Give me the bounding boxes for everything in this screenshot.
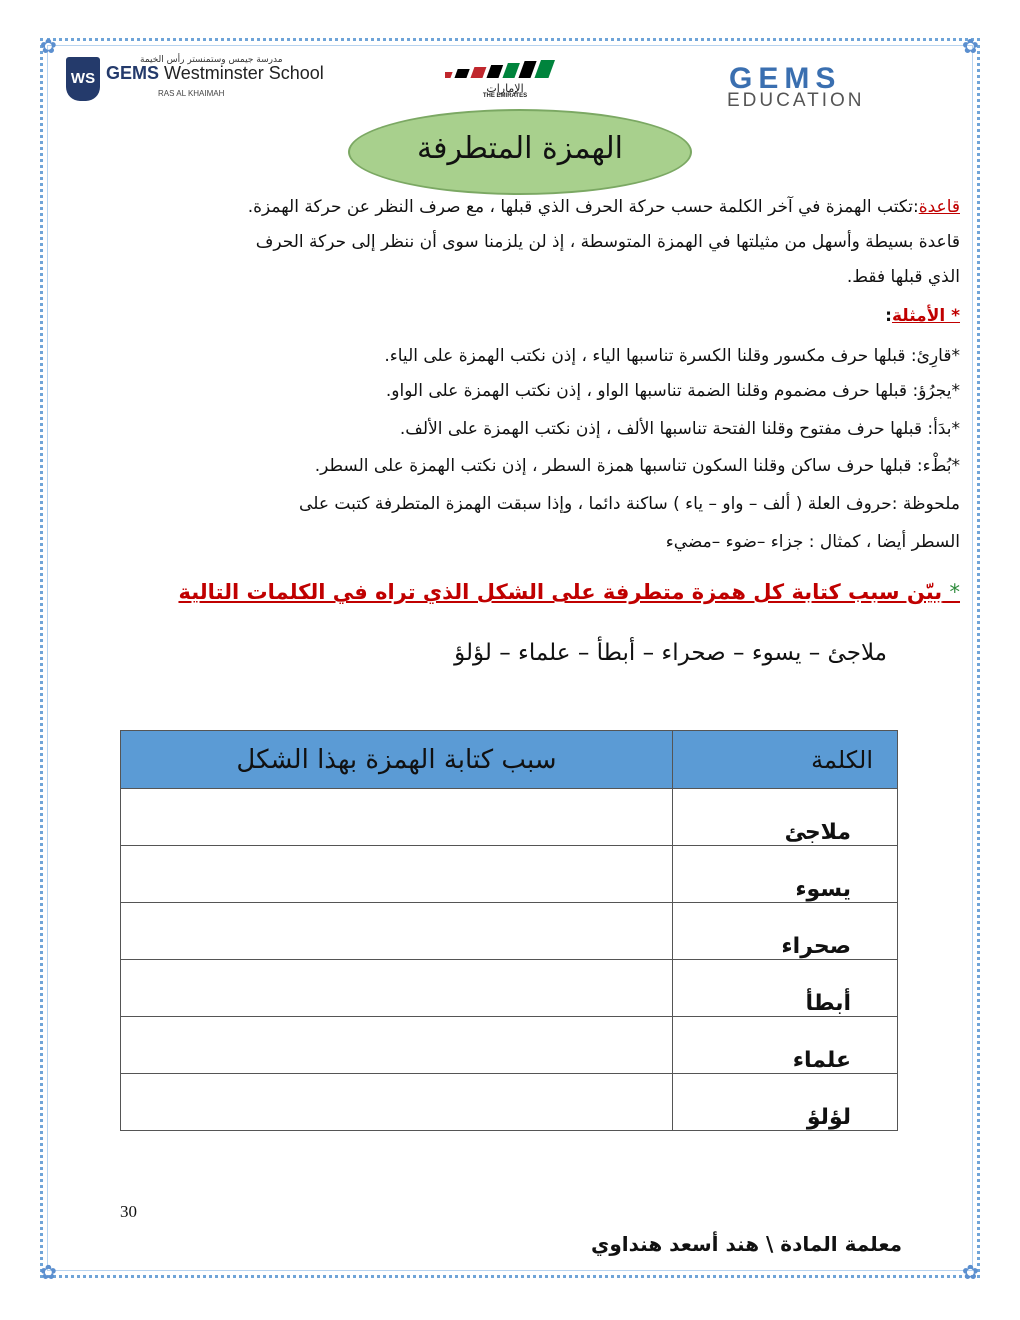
examples-label: * الأمثلة [891, 306, 960, 326]
school-name-text: Westminster School [164, 63, 324, 83]
instruction-text: بيّن سبب كتابة كل همزة متطرفة على الشكل الذي تراه في الكلمات التالية [178, 580, 943, 604]
cell-word: لؤلؤ [673, 1074, 898, 1131]
cell-reason-answer[interactable] [121, 1074, 673, 1131]
school-name-prefix: GEMS [106, 63, 160, 83]
example-item: *بُطْء: قبلها حرف ساكن وقلنا السكون تناسبها همزة السطر ، إذن نكتب الهمزة على السطر. [314, 456, 960, 476]
the-emirates-logo [445, 60, 575, 100]
example-item: *يجرُؤ: قبلها حرف مضموم وقلنا الضمة تناسبها الواو ، إذن نكتب الهمزة على الواو. [385, 381, 960, 401]
table-row [121, 846, 898, 903]
exercise-table [120, 730, 898, 1131]
border-corner-icon: ✿ [40, 1260, 57, 1284]
cell-reason-answer[interactable] [121, 1017, 673, 1074]
rule-line-1 [248, 196, 960, 218]
cell-reason-answer[interactable] [121, 960, 673, 1017]
table-header-row [121, 731, 898, 789]
border-corner-icon: ✿ [962, 1260, 979, 1284]
cell-reason-answer[interactable] [121, 903, 673, 960]
school-name [106, 63, 324, 84]
examples-colon: : [885, 306, 892, 326]
gems-education-logo [725, 62, 960, 110]
title-ellipse [348, 109, 692, 195]
emirates-arabic: الإمارات [486, 82, 524, 95]
school-city: RAS AL KHAIMAH [158, 89, 225, 98]
page-title: الهمزة المتطرفة [417, 131, 623, 166]
rule-line-3: الذي قبلها فقط. [846, 267, 960, 287]
rule-line-2: قاعدة بسيطة وأسهل من مثيلتها في الهمزة المتوسطة ، إذ لن يلزمنا سوى أن ننظر إلى حركة الحرف [255, 232, 960, 252]
cell-word: صحراء [673, 903, 898, 960]
table-row [121, 789, 898, 846]
teacher-name: معلمة المادة \ هند أسعد هنداوي [591, 1232, 902, 1256]
exercise-instruction [178, 580, 960, 604]
ws-badge-icon: WS [66, 57, 100, 101]
education-word: EDUCATION [727, 90, 865, 111]
note-line-1: ملحوظة :حروف العلة ( ألف – واو – ياء ) ساكنة دائما ، وإذا سبقت الهمزة المتطرفة كتبت على [299, 494, 960, 514]
example-item: *بدَأ: قبلها حرف مفتوح وقلنا الفتحة تناسبها الألف ، إذن نكتب الهمزة على الألف. [399, 419, 960, 439]
cell-word: علماء [673, 1017, 898, 1074]
rule-label: قاعدة [918, 197, 960, 217]
cell-reason-answer[interactable] [121, 789, 673, 846]
gems-blocks-text: GEMS [729, 62, 842, 95]
table-row [121, 1074, 898, 1131]
gems-westminster-logo [66, 55, 326, 105]
example-item: *قارِئ: قبلها حرف مكسور وقلنا الكسرة تناسبها الياء ، إذن نكتب الهمزة على الياء. [384, 346, 960, 366]
cell-word: يسوء [673, 846, 898, 903]
header-word: الكلمة [673, 731, 898, 789]
instruction-star: * [949, 580, 960, 604]
word-list: ملاجئ – يسوء – صحراء – أبطأ – علماء – لؤلؤ [454, 640, 887, 666]
rule-text-1: :تكتب الهمزة في آخر الكلمة حسب حركة الحرف الذي قبلها ، مع صرف النظر عن حركة الهمزة. [247, 197, 919, 217]
border-corner-icon: ✿ [962, 34, 979, 58]
emirates-english: THE EMIRATES [482, 93, 528, 99]
cell-word: أبطأ [673, 960, 898, 1017]
border-corner-icon: ✿ [40, 34, 57, 58]
header-reason: سبب كتابة الهمزة بهذا الشكل [121, 731, 673, 789]
cell-reason-answer[interactable] [121, 846, 673, 903]
note-line-2: السطر أيضا ، كمثال : جزاء –ضوء –مضيء [665, 532, 960, 552]
examples-heading [885, 305, 960, 327]
page-number: 30 [120, 1202, 137, 1221]
table-row [121, 960, 898, 1017]
school-arabic-name: مدرسة جيمس وستمنستر رأس الخيمة [140, 55, 283, 65]
table-row [121, 903, 898, 960]
table-row [121, 1017, 898, 1074]
cell-word: ملاجئ [673, 789, 898, 846]
emirates-stripes-icon [445, 60, 565, 82]
